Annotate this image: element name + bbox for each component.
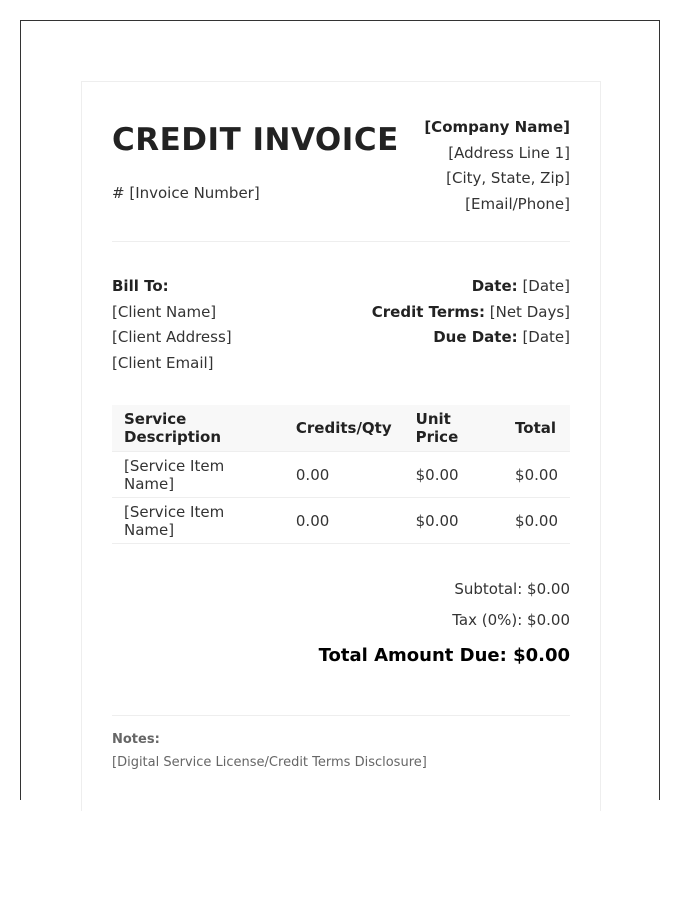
bill-to-block [112, 274, 232, 376]
bill-to-label: Bill To: [112, 277, 169, 295]
terms-label: Credit Terms: [371, 302, 485, 321]
date-line [372, 274, 570, 300]
cell-qty: 0.00 [284, 452, 404, 498]
notes-block [112, 728, 427, 774]
client-email: [Client Email] [112, 353, 214, 372]
invoice-number: # [Invoice Number] [112, 184, 260, 202]
table-row [112, 452, 570, 498]
date-value: [Date] [522, 277, 570, 295]
notes-divider [112, 715, 570, 716]
items-table [112, 405, 570, 544]
due-date-label: Due Date: [433, 328, 518, 346]
company-name: [Company Name] [424, 118, 570, 136]
table-header-row [112, 405, 570, 452]
cell-description: [Service Item Name] [112, 452, 284, 498]
header-unit-price: Unit Price [404, 405, 503, 452]
client-name: [Client Name] [112, 302, 217, 321]
table-row [112, 498, 570, 544]
cell-unit-price: $0.00 [404, 452, 503, 498]
cell-qty: 0.00 [284, 498, 404, 544]
totals-block [319, 574, 570, 674]
terms-value: [Net Days] [489, 302, 570, 321]
cell-unit-price: $0.00 [404, 498, 503, 544]
subtotal: Subtotal: $0.00 [454, 580, 570, 598]
cell-total: $0.00 [503, 452, 570, 498]
company-contact: [Email/Phone] [465, 194, 570, 213]
due-date-value: [Date] [522, 328, 570, 346]
company-city-state-zip: [City, State, Zip] [446, 169, 570, 187]
date-label: Date: [471, 277, 518, 295]
header-service-description: Service Description [112, 405, 284, 452]
notes-label: Notes: [112, 732, 160, 747]
cell-description: [Service Item Name] [112, 498, 284, 544]
notes-text: [Digital Service License/Credit Terms Disclosure] [112, 755, 427, 770]
client-address: [Client Address] [112, 328, 232, 346]
header-total: Total [503, 405, 570, 452]
company-address: [Address Line 1] [448, 143, 570, 162]
due-date-line [372, 325, 570, 351]
terms-line [372, 300, 570, 326]
invoice-title: CREDIT INVOICE [112, 122, 399, 158]
company-block [424, 115, 570, 217]
tax: Tax (0%): $0.00 [452, 611, 570, 629]
invoice-meta [372, 274, 570, 351]
header-divider [112, 241, 570, 242]
grand-total: Total Amount Due: $0.00 [318, 645, 570, 666]
header-credits-qty: Credits/Qty [284, 405, 404, 452]
cell-total: $0.00 [503, 498, 570, 544]
